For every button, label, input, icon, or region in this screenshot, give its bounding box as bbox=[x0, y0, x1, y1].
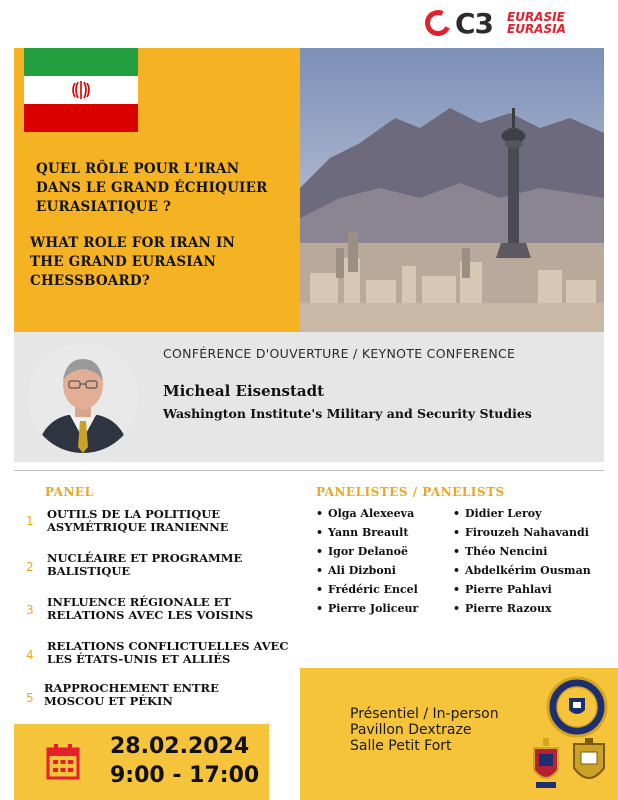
speaker-institution: Washington Institute's Military and Security Studies bbox=[163, 406, 532, 421]
topic-number: 5 bbox=[26, 691, 34, 705]
panelist-name: • Igor Delanoë bbox=[316, 542, 418, 561]
speaker-name: Micheal Eisenstadt bbox=[163, 382, 325, 400]
panel-topic-text bbox=[47, 508, 229, 534]
topic-number: 3 bbox=[26, 603, 34, 617]
logo-sub-fr: EURASIE bbox=[507, 10, 565, 24]
crest-icon bbox=[546, 676, 608, 738]
question-fr bbox=[36, 160, 267, 217]
tehran-skyline-image bbox=[300, 48, 604, 332]
venue-mode: Présentiel / In-person bbox=[350, 706, 499, 722]
venue-building: Pavillon Dextraze bbox=[350, 722, 472, 738]
panel-topic bbox=[26, 687, 34, 706]
panel-topic-text bbox=[47, 552, 242, 578]
question-fr-line: EURASIATIQUE ? bbox=[36, 199, 172, 215]
panelist-name: • Théo Nencini bbox=[453, 542, 591, 561]
question-en-line: CHESSBOARD? bbox=[30, 273, 150, 289]
topic-number: 2 bbox=[26, 560, 34, 574]
panel-topic bbox=[26, 556, 34, 575]
topic-line: MOSCOU ET PÉKIN bbox=[44, 694, 173, 708]
flag-stripe-green bbox=[24, 48, 138, 76]
panel-topic-text bbox=[47, 640, 288, 666]
question-en-line: WHAT ROLE FOR IRAN IN bbox=[30, 235, 236, 251]
flag-stripe-red bbox=[24, 104, 138, 132]
panel-heading: PANEL bbox=[45, 485, 94, 499]
topic-line: ASYMÉTRIQUE IRANIENNE bbox=[47, 520, 229, 534]
calendar-icon bbox=[46, 744, 80, 780]
panelist-name: • Ali Dizboni bbox=[316, 561, 418, 580]
speaker-photo bbox=[28, 343, 138, 453]
topic-line: RELATIONS AVEC LES VOISINS bbox=[47, 608, 254, 622]
question-en-line: THE GRAND EURASIAN bbox=[30, 254, 216, 270]
panel-topic-text bbox=[47, 596, 253, 622]
crest-icon bbox=[530, 738, 562, 790]
topic-number: 1 bbox=[26, 514, 34, 528]
topic-line: NUCLÉAIRE ET PROGRAMME bbox=[47, 551, 243, 565]
iran-emblem-icon bbox=[24, 76, 138, 104]
flag-stripe-white bbox=[24, 76, 138, 104]
panelist-name: • Pierre Razoux bbox=[453, 599, 591, 618]
panelist-name: • Olga Alexeeva bbox=[316, 504, 418, 523]
panel-topic-text bbox=[44, 682, 219, 708]
panelist-name: • Didier Leroy bbox=[453, 504, 591, 523]
topic-line: LES ÉTATS-UNIS ET ALLIÉS bbox=[47, 652, 231, 666]
question-en bbox=[30, 234, 235, 291]
keynote-title: CONFÉRENCE D'OUVERTURE / KEYNOTE CONFERENCE bbox=[163, 346, 516, 361]
logo-sub-en: EURASIA bbox=[507, 22, 566, 36]
panelist-name: • Abdelkérim Ousman bbox=[453, 561, 591, 580]
panelists-heading: PANELISTES / PANELISTS bbox=[316, 485, 505, 499]
topic-line: BALISTIQUE bbox=[47, 564, 131, 578]
question-fr-line: QUEL RÔLE POUR L'IRAN bbox=[36, 161, 240, 177]
iran-flag bbox=[24, 48, 138, 132]
topic-line: RAPPROCHEMENT ENTRE bbox=[44, 681, 219, 695]
panelists-col1 bbox=[316, 504, 418, 618]
logo-name: C3 bbox=[455, 7, 494, 40]
panelist-name: • Frédéric Encel bbox=[316, 580, 418, 599]
event-date: 28.02.2024 bbox=[110, 734, 250, 759]
c3-logo bbox=[425, 8, 575, 42]
crest-icon bbox=[570, 738, 608, 790]
topic-line: OUTILS DE LA POLITIQUE bbox=[47, 507, 221, 521]
venue-info bbox=[350, 706, 499, 754]
logo-ring-icon bbox=[421, 6, 454, 39]
panelist-name: • Yann Breault bbox=[316, 523, 418, 542]
logo-subtitle bbox=[507, 11, 566, 35]
topic-line: RELATIONS CONFLICTUELLES AVEC bbox=[47, 639, 289, 653]
venue-room: Salle Petit Fort bbox=[350, 738, 452, 754]
panel-topic bbox=[26, 644, 34, 663]
panelists-col2 bbox=[453, 504, 591, 618]
panel-topic bbox=[26, 510, 34, 529]
topic-number: 4 bbox=[26, 648, 34, 662]
panelist-name: • Firouzeh Nahavandi bbox=[453, 523, 591, 542]
panelist-name: • Pierre Pahlavi bbox=[453, 580, 591, 599]
topic-line: INFLUENCE RÉGIONALE ET bbox=[47, 595, 231, 609]
panelist-name: • Pierre Joliceur bbox=[316, 599, 418, 618]
panel-topic bbox=[26, 599, 34, 618]
section-divider bbox=[14, 470, 604, 471]
event-time: 9:00 - 17:00 bbox=[110, 763, 260, 788]
question-fr-line: DANS LE GRAND ÉCHIQUIER bbox=[36, 180, 268, 196]
